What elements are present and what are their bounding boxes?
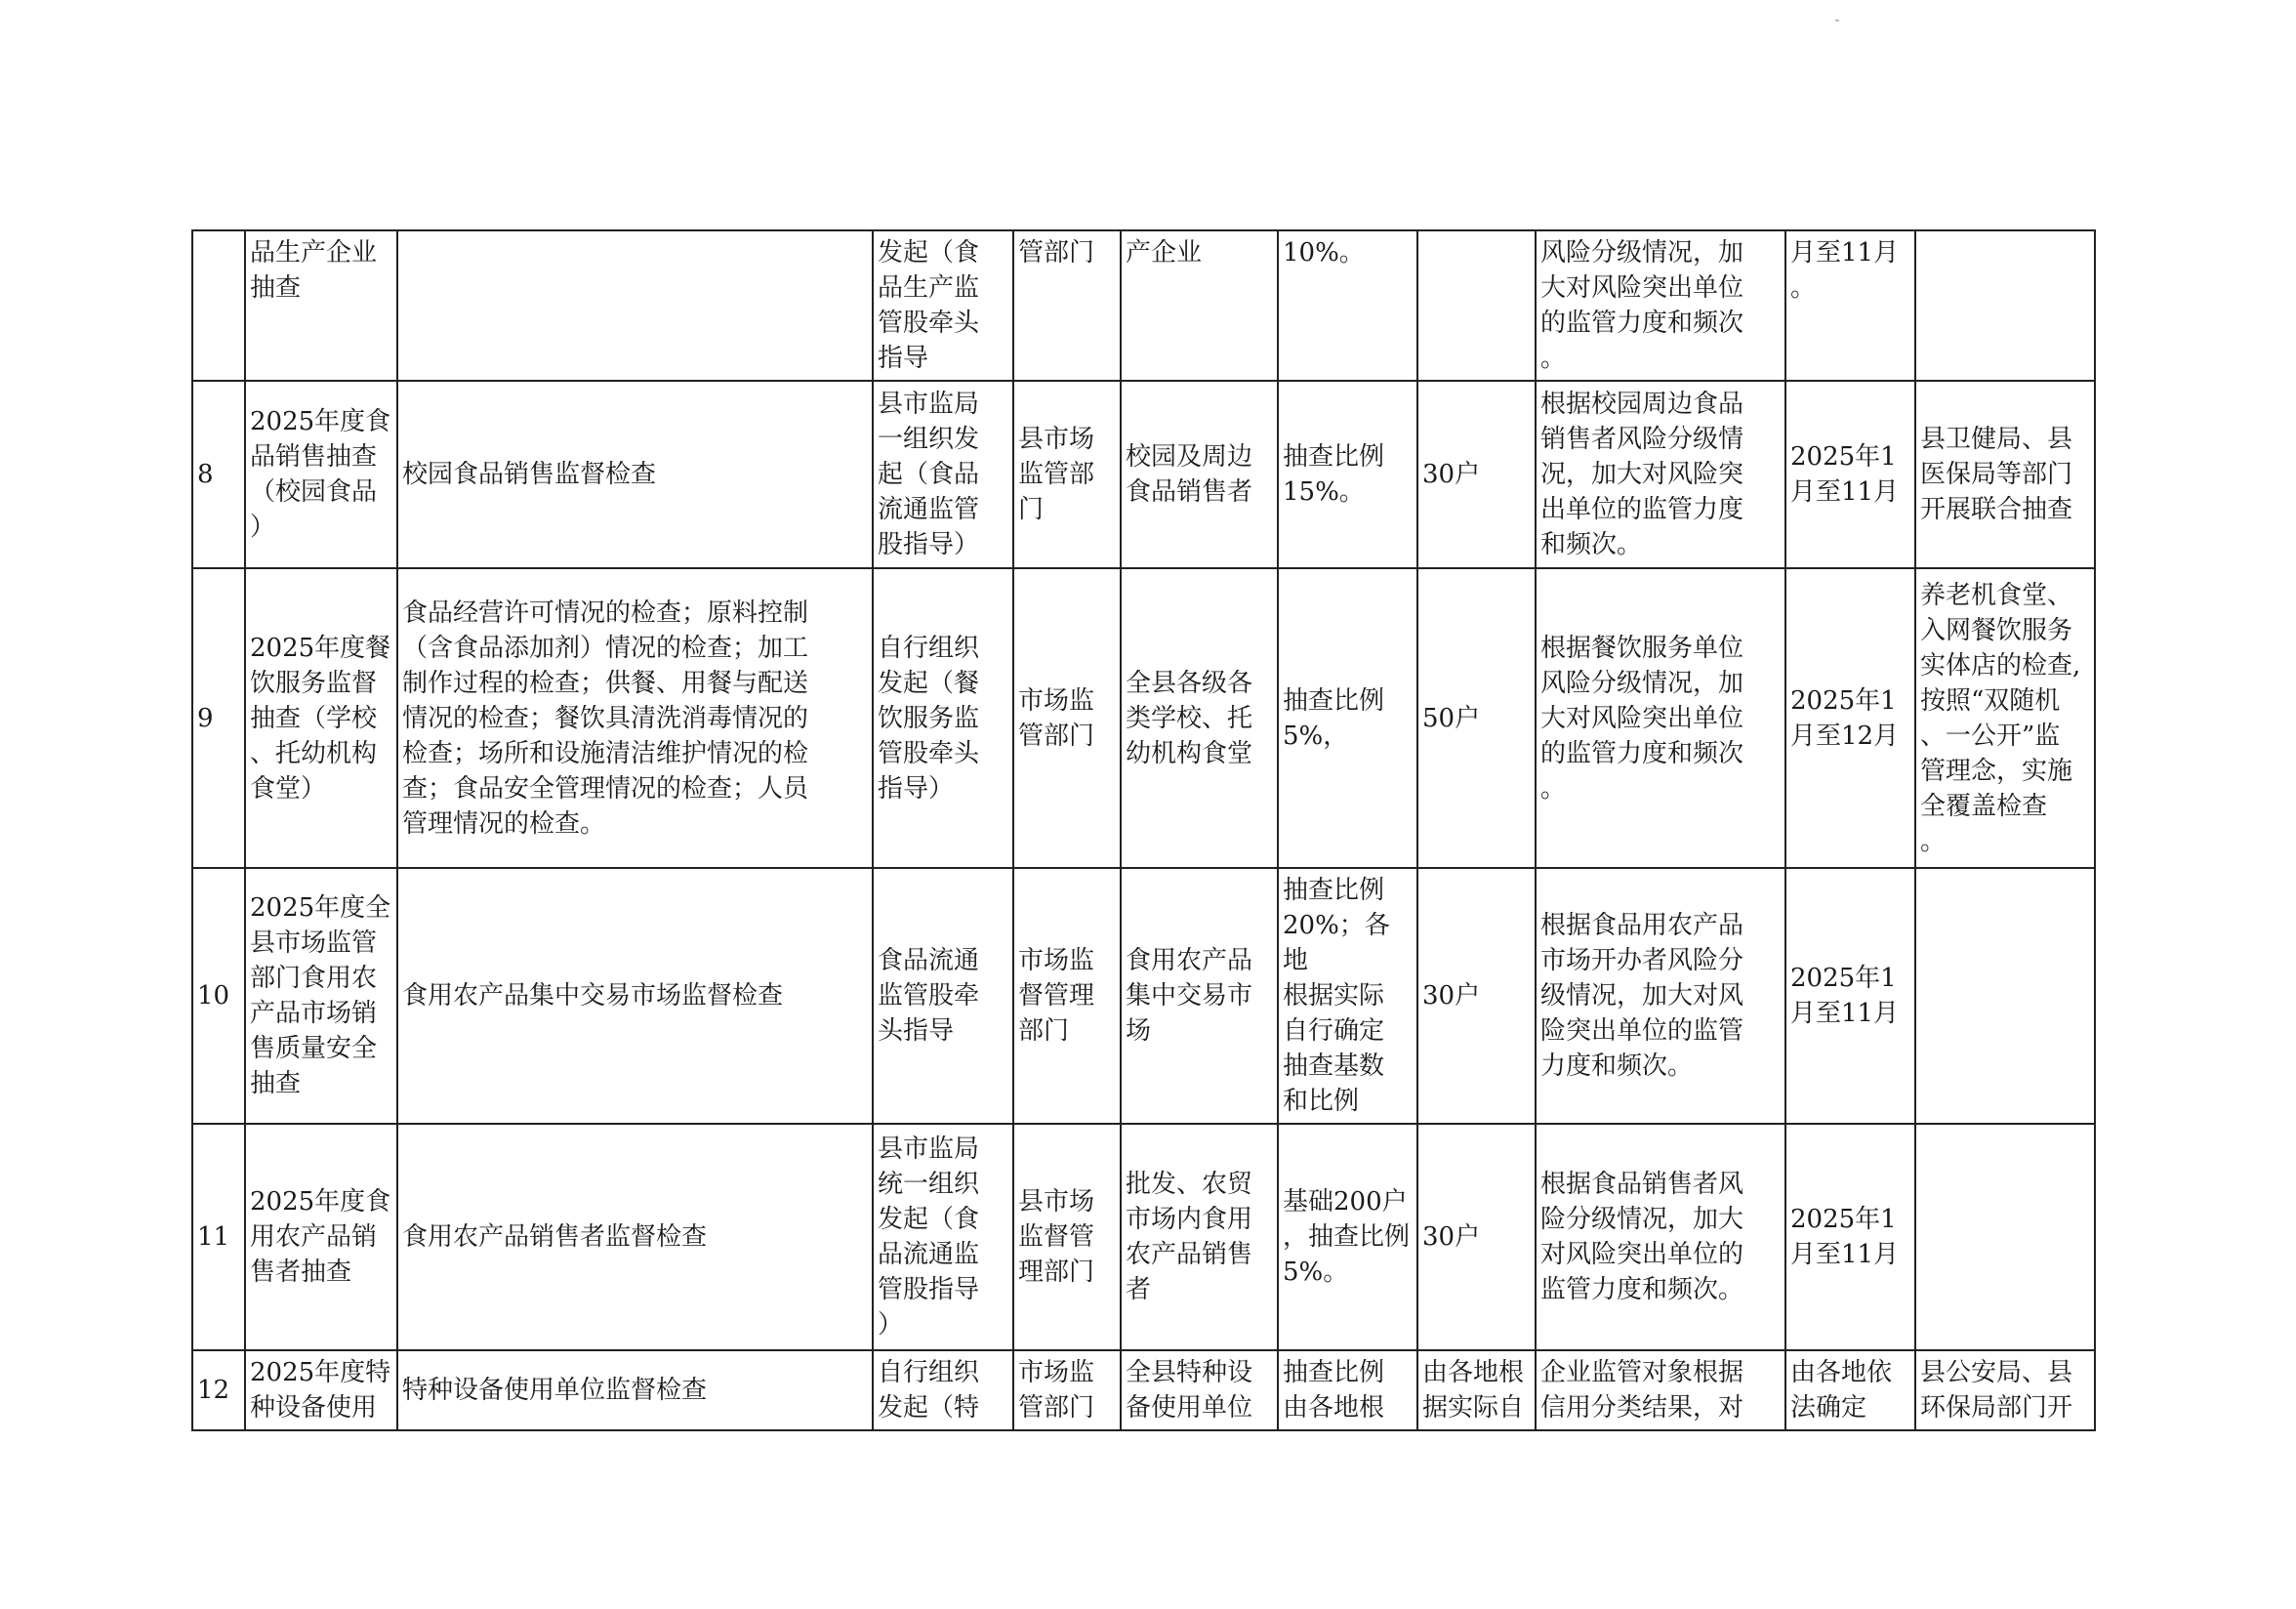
inspection-plan-table — [191, 229, 2096, 1431]
cell-department: 市场监 管部门 — [1013, 1350, 1121, 1430]
cell-count: 由各地根 据实际自 — [1417, 1350, 1536, 1430]
cell-method: 根据餐饮服务单位 风险分级情况，加 大对风险突出单位 的监管力度和频次 。 — [1536, 568, 1785, 868]
cell-method: 根据食品销售者风 险分级情况，加大 对风险突出单位的 监管力度和频次。 — [1536, 1124, 1785, 1350]
cell-remark — [1915, 868, 2095, 1124]
cell-initiator: 县市监局 统一组织 发起（食 品流通监 管股指导 ） — [873, 1124, 1013, 1350]
cell-no: 9 — [192, 568, 245, 868]
cell-method: 根据校园周边食品 销售者风险分级情 况，加大对风险突 出单位的监管力度 和频次。 — [1536, 381, 1785, 568]
cell-content: 食品经营许可情况的检查；原料控制 （含食品添加剂）情况的检查；加工 制作过程的检查；供餐、用餐与配送 情况的检查；餐饮具清洗消毒情况的 检查；场所和设施清洁维护情况的检 查；食品安全管理情况的检查；人员 管理情况的检查。 — [397, 568, 873, 868]
cell-remark — [1915, 230, 2095, 381]
cell-task-name: 2025年度全 县市场监管 部门食用农 产品市场销 售质量安全 抽查 — [245, 868, 397, 1124]
cell-department: 县市场 监督管 理部门 — [1013, 1124, 1121, 1350]
cell-task-name: 2025年度餐 饮服务监督 抽查（学校 、托幼机构 食堂） — [245, 568, 397, 868]
cell-count: 30户 — [1417, 381, 1536, 568]
table-row — [192, 230, 2095, 381]
table-row — [192, 1124, 2095, 1350]
cell-count: 50户 — [1417, 568, 1536, 868]
cell-time: 2025年1 月至12月 — [1785, 568, 1915, 868]
cell-ratio: 抽查比例 5%， — [1278, 568, 1417, 868]
cell-ratio: 10%。 — [1278, 230, 1417, 381]
cell-content: 食用农产品集中交易市场监督检查 — [397, 868, 873, 1124]
cell-time: 2025年1 月至11月 — [1785, 868, 1915, 1124]
cell-department: 市场监 督管理 部门 — [1013, 868, 1121, 1124]
cell-count: 30户 — [1417, 1124, 1536, 1350]
scan-speck — [1835, 20, 1839, 21]
cell-content — [397, 230, 873, 381]
cell-time: 2025年1 月至11月 — [1785, 1124, 1915, 1350]
cell-no: 10 — [192, 868, 245, 1124]
cell-initiator: 食品流通 监管股牵 头指导 — [873, 868, 1013, 1124]
cell-task-name: 品生产企业 抽查 — [245, 230, 397, 381]
cell-ratio: 抽查比例 15%。 — [1278, 381, 1417, 568]
cell-remark: 养老机食堂、 入网餐饮服务 实体店的检查, 按照“双随机 、一公开”监 管理念，实施 全覆盖检查 。 — [1915, 568, 2095, 868]
cell-method: 企业监管对象根据 信用分类结果，对 — [1536, 1350, 1785, 1430]
cell-task-name: 2025年度食 品销售抽查 （校园食品 ） — [245, 381, 397, 568]
cell-remark: 县公安局、县 环保局部门开 — [1915, 1350, 2095, 1430]
cell-target: 校园及周边 食品销售者 — [1121, 381, 1278, 568]
cell-content: 校园食品销售监督检查 — [397, 381, 873, 568]
cell-content: 特种设备使用单位监督检查 — [397, 1350, 873, 1430]
cell-initiator: 县市监局 一组织发 起（食品 流通监管 股指导） — [873, 381, 1013, 568]
cell-initiator: 自行组织 发起（特 — [873, 1350, 1013, 1430]
cell-count — [1417, 230, 1536, 381]
table-row — [192, 568, 2095, 868]
cell-no — [192, 230, 245, 381]
cell-time: 月至11月 。 — [1785, 230, 1915, 381]
cell-content: 食用农产品销售者监督检查 — [397, 1124, 873, 1350]
cell-time: 2025年1 月至11月 — [1785, 381, 1915, 568]
cell-ratio: 抽查比例 由各地根 — [1278, 1350, 1417, 1430]
document-page — [191, 229, 2094, 1431]
cell-ratio: 基础200户 ，抽查比例 5%。 — [1278, 1124, 1417, 1350]
cell-no: 8 — [192, 381, 245, 568]
table-row — [192, 868, 2095, 1124]
cell-initiator: 自行组织 发起（餐 饮服务监 管股牵头 指导） — [873, 568, 1013, 868]
cell-method: 风险分级情况，加 大对风险突出单位 的监管力度和频次 。 — [1536, 230, 1785, 381]
cell-remark — [1915, 1124, 2095, 1350]
cell-no: 11 — [192, 1124, 245, 1350]
cell-remark: 县卫健局、县 医保局等部门 开展联合抽查 — [1915, 381, 2095, 568]
cell-count: 30户 — [1417, 868, 1536, 1124]
cell-task-name: 2025年度特 种设备使用 — [245, 1350, 397, 1430]
cell-department: 市场监 管部门 — [1013, 568, 1121, 868]
cell-target: 全县各级各 类学校、托 幼机构食堂 — [1121, 568, 1278, 868]
table-row — [192, 381, 2095, 568]
cell-target: 全县特种设 备使用单位 — [1121, 1350, 1278, 1430]
table-row — [192, 1350, 2095, 1430]
cell-method: 根据食品用农产品 市场开办者风险分 级情况，加大对风 险突出单位的监管 力度和频次。 — [1536, 868, 1785, 1124]
cell-department: 县市场 监管部 门 — [1013, 381, 1121, 568]
cell-initiator: 发起（食 品生产监 管股牵头 指导 — [873, 230, 1013, 381]
cell-time: 由各地依 法确定 — [1785, 1350, 1915, 1430]
cell-ratio: 抽查比例 20%；各地 根据实际 自行确定 抽查基数 和比例 — [1278, 868, 1417, 1124]
cell-task-name: 2025年度食 用农产品销 售者抽查 — [245, 1124, 397, 1350]
cell-department: 管部门 — [1013, 230, 1121, 381]
cell-no: 12 — [192, 1350, 245, 1430]
cell-target: 产企业 — [1121, 230, 1278, 381]
cell-target: 食用农产品 集中交易市 场 — [1121, 868, 1278, 1124]
cell-target: 批发、农贸 市场内食用 农产品销售 者 — [1121, 1124, 1278, 1350]
